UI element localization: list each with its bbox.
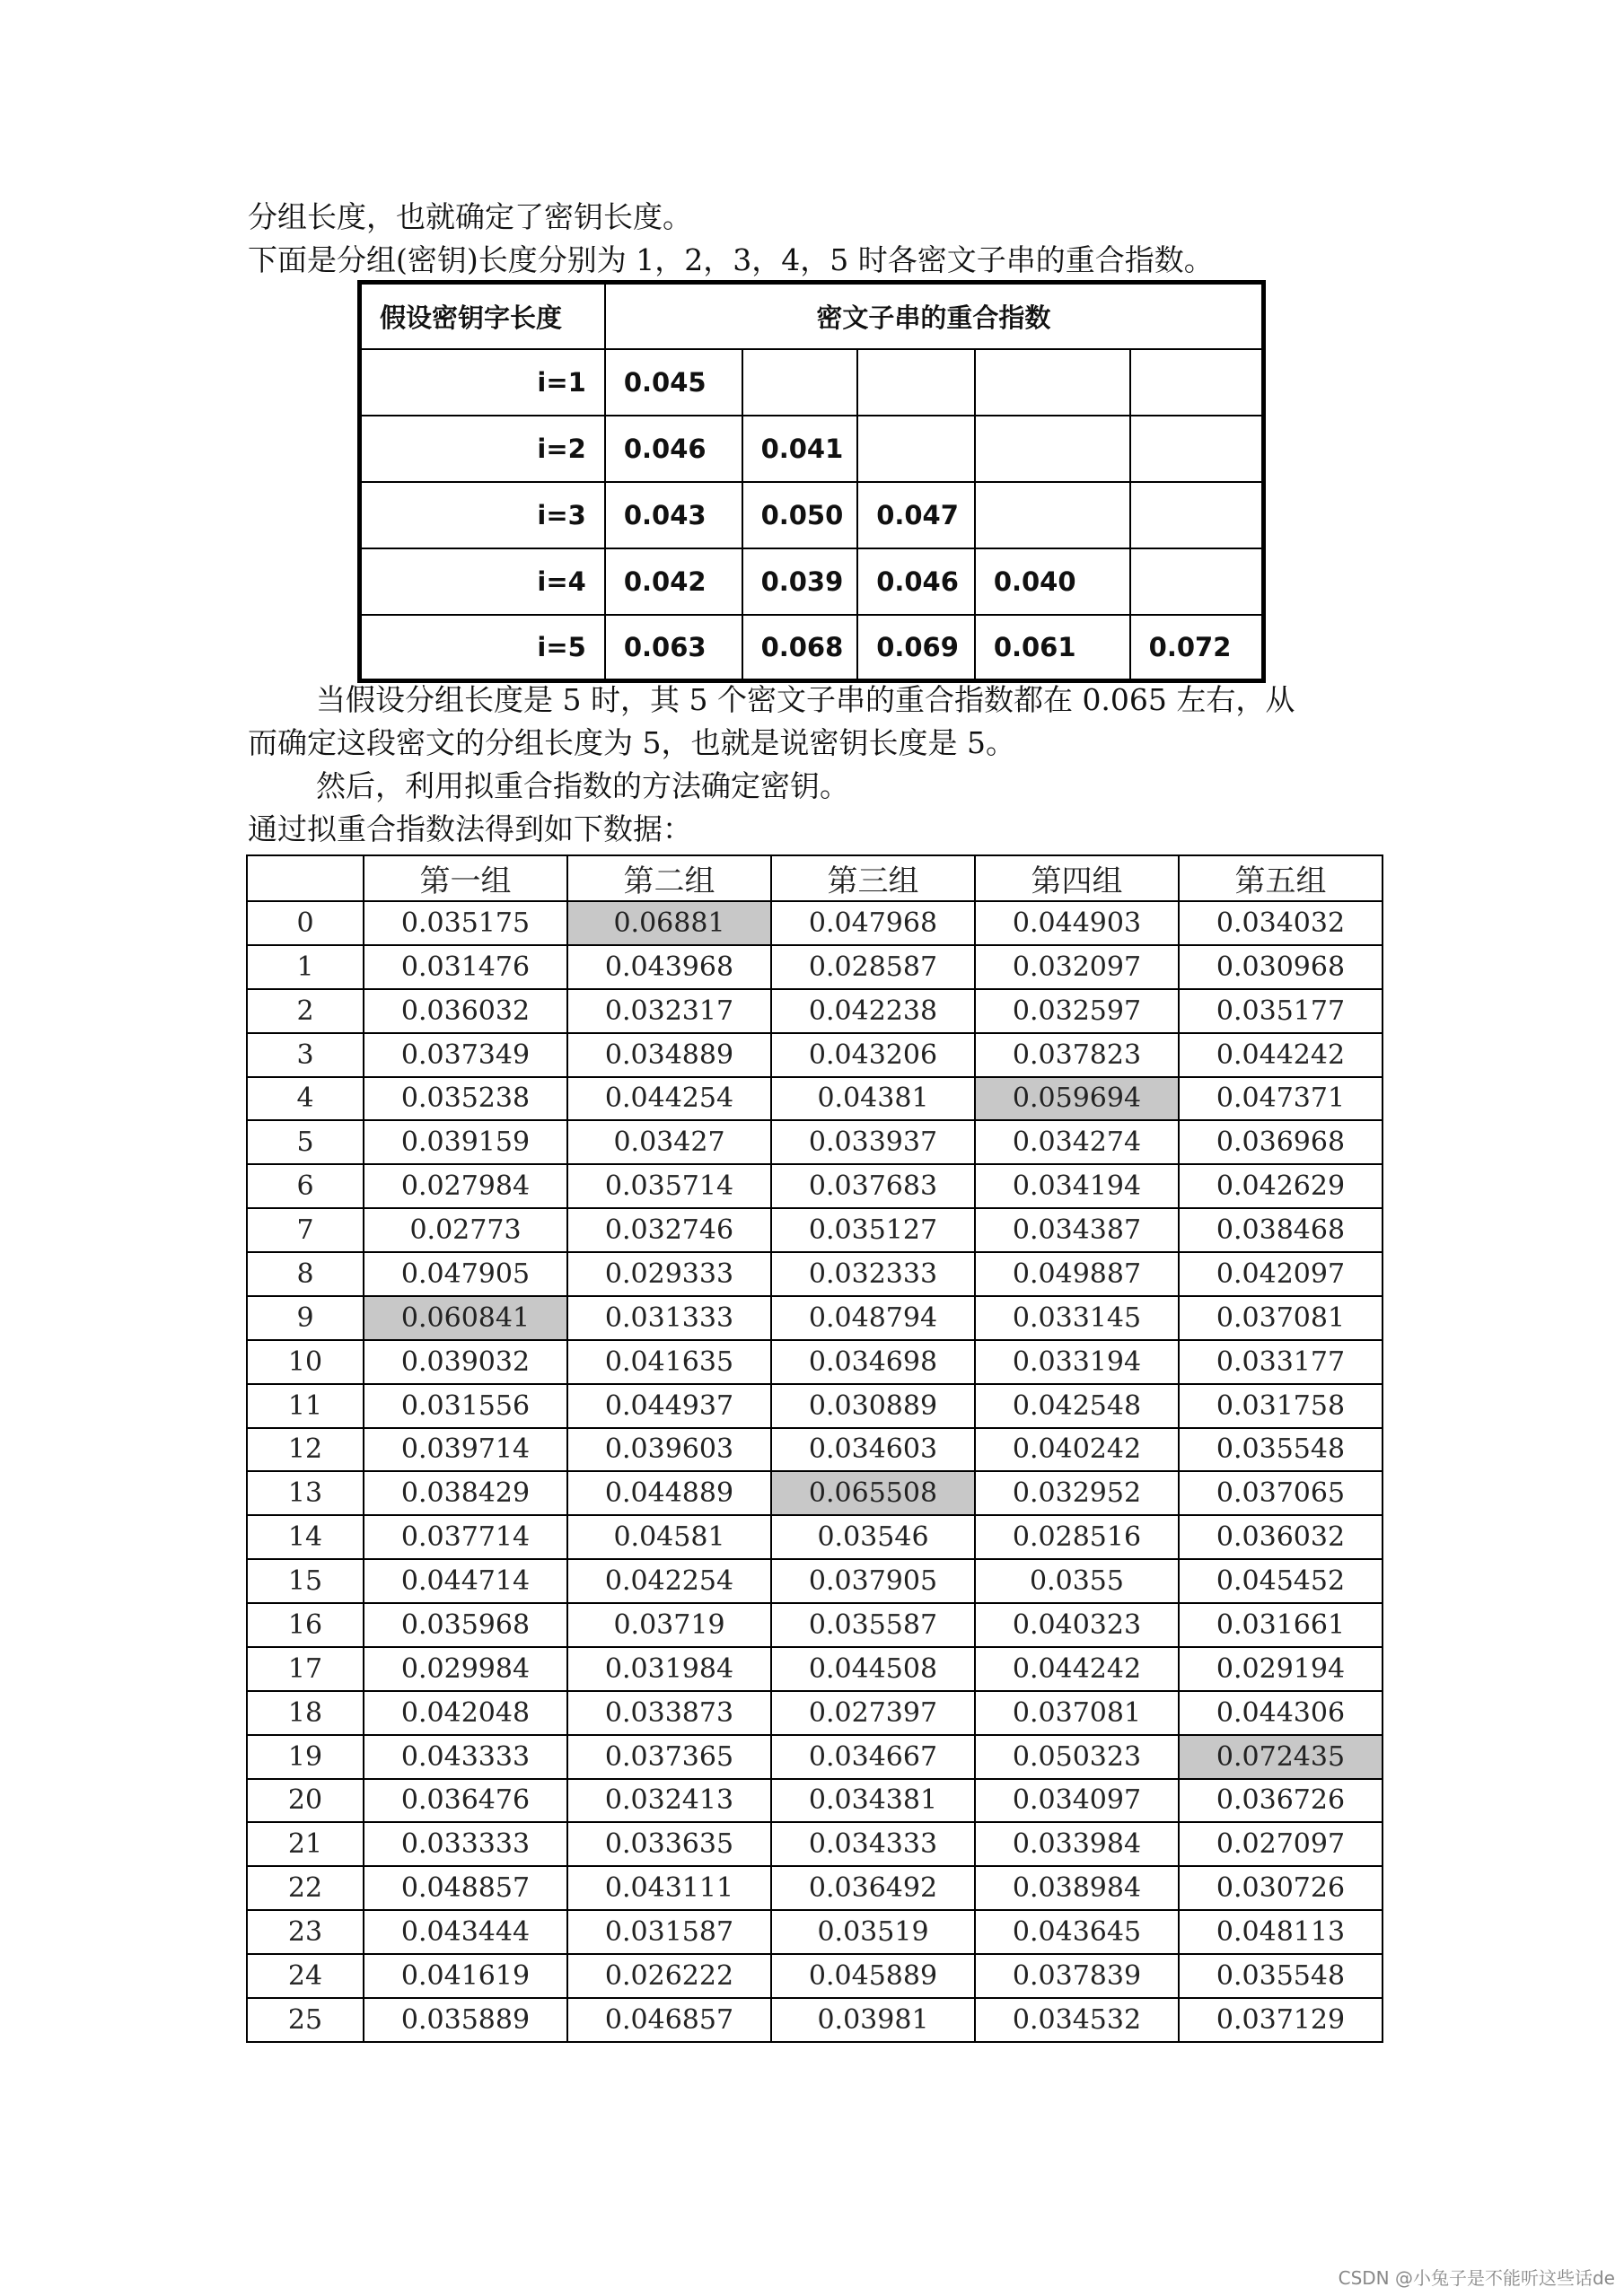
mic-value-cell: 0.044242	[1179, 1033, 1383, 1077]
mic-value-cell: 0.034194	[975, 1164, 1179, 1208]
mic-value-cell: 0.032746	[567, 1208, 771, 1252]
mic-value-cell: 0.044508	[771, 1647, 975, 1691]
mic-shift-cell: 14	[247, 1515, 364, 1559]
mic-value-cell: 0.044937	[567, 1384, 771, 1428]
mic-value-cell: 0.034698	[771, 1340, 975, 1384]
mic-value-cell: 0.034097	[975, 1779, 1179, 1823]
mic-value-cell: 0.043111	[567, 1866, 771, 1910]
mic-value-cell: 0.029194	[1179, 1647, 1383, 1691]
mic-value-cell: 0.032097	[975, 945, 1179, 989]
mic-value-cell: 0.032317	[567, 989, 771, 1033]
mic-shift-cell: 8	[247, 1252, 364, 1296]
mic-value-cell: 0.034333	[771, 1822, 975, 1866]
mic-value-cell: 0.039159	[364, 1120, 567, 1164]
mic-row	[247, 1208, 1383, 1252]
mic-value-cell: 0.035548	[1179, 1428, 1383, 1472]
mic-value-cell: 0.043206	[771, 1033, 975, 1077]
mic-value-cell: 0.039032	[364, 1340, 567, 1384]
mic-shift-cell: 13	[247, 1471, 364, 1515]
mic-header-group: 第一组	[364, 855, 567, 901]
mic-row	[247, 1471, 1383, 1515]
mic-value-cell: 0.043333	[364, 1735, 567, 1779]
ic-value-cell: 0.041	[742, 416, 858, 482]
mic-shift-cell: 20	[247, 1779, 364, 1823]
mic-row	[247, 1033, 1383, 1077]
ic-value-cell: 0.045	[605, 349, 742, 416]
mic-row	[247, 1252, 1383, 1296]
mic-value-cell: 0.028587	[771, 945, 975, 989]
mic-value-cell: 0.031661	[1179, 1603, 1383, 1647]
ic-value-cell	[1130, 416, 1264, 482]
mic-row	[247, 1866, 1383, 1910]
mic-value-cell: 0.036032	[364, 989, 567, 1033]
mic-value-cell: 0.04581	[567, 1515, 771, 1559]
mic-shift-cell: 2	[247, 989, 364, 1033]
mic-value-cell: 0.037905	[771, 1559, 975, 1603]
mic-shift-cell: 23	[247, 1910, 364, 1954]
mic-value-cell: 0.037839	[975, 1954, 1179, 1998]
mic-row	[247, 1077, 1383, 1121]
ic-table	[357, 280, 1266, 683]
mic-header-group: 第三组	[771, 855, 975, 901]
mic-shift-cell: 7	[247, 1208, 364, 1252]
mic-value-cell: 0.036032	[1179, 1515, 1383, 1559]
mic-value-cell: 0.034387	[975, 1208, 1179, 1252]
ic-row	[360, 482, 1264, 548]
mic-value-cell: 0.03519	[771, 1910, 975, 1954]
mic-shift-cell: 12	[247, 1428, 364, 1472]
mic-shift-cell: 5	[247, 1120, 364, 1164]
mic-value-cell: 0.04381	[771, 1077, 975, 1121]
mic-value-cell: 0.047371	[1179, 1077, 1383, 1121]
ic-value-cell: 0.072	[1130, 615, 1264, 681]
mic-row	[247, 1735, 1383, 1779]
mic-row	[247, 1559, 1383, 1603]
mic-value-cell: 0.02773	[364, 1208, 567, 1252]
mic-value-cell: 0.059694	[975, 1077, 1179, 1121]
mic-row	[247, 1296, 1383, 1340]
mic-shift-cell: 0	[247, 901, 364, 945]
mic-table	[246, 854, 1383, 2043]
paragraph-mic-caption: 通过拟重合指数法得到如下数据：	[248, 811, 692, 846]
mic-value-cell: 0.037081	[975, 1691, 1179, 1735]
mic-shift-cell: 9	[247, 1296, 364, 1340]
mic-value-cell: 0.043968	[567, 945, 771, 989]
ic-row-label: i=1	[360, 349, 605, 416]
mic-value-cell: 0.047968	[771, 901, 975, 945]
mic-value-cell: 0.038429	[364, 1471, 567, 1515]
mic-value-cell: 0.03546	[771, 1515, 975, 1559]
mic-value-cell: 0.036476	[364, 1779, 567, 1823]
mic-value-cell: 0.034667	[771, 1735, 975, 1779]
mic-value-cell: 0.049887	[975, 1252, 1179, 1296]
ic-row	[360, 548, 1264, 615]
mic-value-cell: 0.072435	[1179, 1735, 1383, 1779]
ic-value-cell: 0.042	[605, 548, 742, 615]
ic-header-index: 密文子串的重合指数	[605, 283, 1264, 349]
mic-header-shift	[247, 855, 364, 901]
ic-value-cell	[975, 482, 1130, 548]
mic-row	[247, 1384, 1383, 1428]
ic-row	[360, 615, 1264, 681]
mic-value-cell: 0.037683	[771, 1164, 975, 1208]
mic-shift-cell: 17	[247, 1647, 364, 1691]
mic-row	[247, 1822, 1383, 1866]
mic-value-cell: 0.042048	[364, 1691, 567, 1735]
paragraph-next-step: 然后，利用拟重合指数的方法确定密钥。	[316, 768, 849, 803]
mic-value-cell: 0.033984	[975, 1822, 1179, 1866]
mic-value-cell: 0.034532	[975, 1998, 1179, 2042]
mic-value-cell: 0.032333	[771, 1252, 975, 1296]
ic-row	[360, 416, 1264, 482]
mic-value-cell: 0.03719	[567, 1603, 771, 1647]
mic-value-cell: 0.035177	[1179, 989, 1383, 1033]
mic-value-cell: 0.044889	[567, 1471, 771, 1515]
ic-value-cell	[1130, 548, 1264, 615]
mic-value-cell: 0.03981	[771, 1998, 975, 2042]
mic-row	[247, 1954, 1383, 1998]
mic-value-cell: 0.044254	[567, 1077, 771, 1121]
mic-value-cell: 0.043444	[364, 1910, 567, 1954]
mic-header-group: 第五组	[1179, 855, 1383, 901]
ic-value-cell: 0.040	[975, 548, 1130, 615]
mic-value-cell: 0.036492	[771, 1866, 975, 1910]
mic-value-cell: 0.060841	[364, 1296, 567, 1340]
mic-shift-cell: 22	[247, 1866, 364, 1910]
mic-value-cell: 0.037349	[364, 1033, 567, 1077]
ic-value-cell: 0.050	[742, 482, 858, 548]
mic-shift-cell: 25	[247, 1998, 364, 2042]
mic-value-cell: 0.044242	[975, 1647, 1179, 1691]
mic-value-cell: 0.050323	[975, 1735, 1179, 1779]
mic-value-cell: 0.048794	[771, 1296, 975, 1340]
mic-value-cell: 0.033635	[567, 1822, 771, 1866]
mic-value-cell: 0.032413	[567, 1779, 771, 1823]
mic-value-cell: 0.035587	[771, 1603, 975, 1647]
mic-row	[247, 989, 1383, 1033]
mic-header-group: 第二组	[567, 855, 771, 901]
mic-row	[247, 1779, 1383, 1823]
ic-value-cell	[1130, 482, 1264, 548]
mic-value-cell: 0.029984	[364, 1647, 567, 1691]
mic-row	[247, 1120, 1383, 1164]
mic-value-cell: 0.065508	[771, 1471, 975, 1515]
mic-value-cell: 0.039714	[364, 1428, 567, 1472]
ic-value-cell: 0.047	[857, 482, 975, 548]
mic-value-cell: 0.045452	[1179, 1559, 1383, 1603]
mic-row	[247, 1910, 1383, 1954]
mic-row	[247, 1647, 1383, 1691]
mic-value-cell: 0.027984	[364, 1164, 567, 1208]
ic-value-cell: 0.039	[742, 548, 858, 615]
mic-value-cell: 0.033194	[975, 1340, 1179, 1384]
mic-value-cell: 0.031476	[364, 945, 567, 989]
ic-value-cell	[742, 349, 858, 416]
mic-value-cell: 0.041635	[567, 1340, 771, 1384]
mic-value-cell: 0.035968	[364, 1603, 567, 1647]
mic-value-cell: 0.046857	[567, 1998, 771, 2042]
mic-row	[247, 1998, 1383, 2042]
mic-value-cell: 0.035175	[364, 901, 567, 945]
ic-value-cell	[857, 416, 975, 482]
ic-row-label: i=2	[360, 416, 605, 482]
mic-value-cell: 0.041619	[364, 1954, 567, 1998]
mic-value-cell: 0.040242	[975, 1428, 1179, 1472]
ic-value-cell: 0.046	[857, 548, 975, 615]
mic-value-cell: 0.031556	[364, 1384, 567, 1428]
mic-value-cell: 0.042548	[975, 1384, 1179, 1428]
mic-value-cell: 0.028516	[975, 1515, 1179, 1559]
mic-value-cell: 0.031587	[567, 1910, 771, 1954]
mic-shift-cell: 10	[247, 1340, 364, 1384]
mic-value-cell: 0.037065	[1179, 1471, 1383, 1515]
mic-value-cell: 0.035238	[364, 1077, 567, 1121]
ic-value-cell: 0.046	[605, 416, 742, 482]
mic-value-cell: 0.033177	[1179, 1340, 1383, 1384]
mic-value-cell: 0.034889	[567, 1033, 771, 1077]
mic-value-cell: 0.044306	[1179, 1691, 1383, 1735]
watermark: CSDN @小兔子是不能听这些话de	[1338, 2267, 1615, 2289]
mic-value-cell: 0.036968	[1179, 1120, 1383, 1164]
mic-shift-cell: 3	[247, 1033, 364, 1077]
mic-row	[247, 1164, 1383, 1208]
ic-value-cell	[975, 416, 1130, 482]
mic-shift-cell: 16	[247, 1603, 364, 1647]
mic-value-cell: 0.032597	[975, 989, 1179, 1033]
mic-value-cell: 0.031758	[1179, 1384, 1383, 1428]
mic-row	[247, 945, 1383, 989]
ic-value-cell	[975, 349, 1130, 416]
mic-shift-cell: 24	[247, 1954, 364, 1998]
mic-value-cell: 0.027097	[1179, 1822, 1383, 1866]
mic-value-cell: 0.033145	[975, 1296, 1179, 1340]
mic-value-cell: 0.035127	[771, 1208, 975, 1252]
mic-value-cell: 0.034274	[975, 1120, 1179, 1164]
paragraph-conclusion-2: 而确定这段密文的分组长度为 5，也就是说密钥长度是 5。	[248, 725, 1015, 760]
ic-row-label: i=3	[360, 482, 605, 548]
mic-value-cell: 0.042238	[771, 989, 975, 1033]
mic-value-cell: 0.044903	[975, 901, 1179, 945]
mic-value-cell: 0.040323	[975, 1603, 1179, 1647]
paragraph-conclusion-1: 当假设分组长度是 5 时，其 5 个密文子串的重合指数都在 0.065 左右，从	[316, 682, 1295, 717]
mic-shift-cell: 19	[247, 1735, 364, 1779]
mic-shift-cell: 4	[247, 1077, 364, 1121]
mic-value-cell: 0.039603	[567, 1428, 771, 1472]
mic-row	[247, 901, 1383, 945]
mic-value-cell: 0.0355	[975, 1559, 1179, 1603]
mic-value-cell: 0.042097	[1179, 1252, 1383, 1296]
ic-value-cell	[1130, 349, 1264, 416]
mic-value-cell: 0.033873	[567, 1691, 771, 1735]
mic-value-cell: 0.043645	[975, 1910, 1179, 1954]
mic-shift-cell: 21	[247, 1822, 364, 1866]
mic-value-cell: 0.037129	[1179, 1998, 1383, 2042]
mic-value-cell: 0.031984	[567, 1647, 771, 1691]
mic-row	[247, 1603, 1383, 1647]
mic-value-cell: 0.044714	[364, 1559, 567, 1603]
mic-value-cell: 0.037823	[975, 1033, 1179, 1077]
mic-value-cell: 0.038468	[1179, 1208, 1383, 1252]
mic-shift-cell: 18	[247, 1691, 364, 1735]
mic-value-cell: 0.035548	[1179, 1954, 1383, 1998]
mic-value-cell: 0.03427	[567, 1120, 771, 1164]
paragraph-intro: 分组长度，也就确定了密钥长度。	[248, 199, 692, 234]
ic-row-label: i=5	[360, 615, 605, 681]
mic-value-cell: 0.045889	[771, 1954, 975, 1998]
mic-value-cell: 0.037714	[364, 1515, 567, 1559]
mic-value-cell: 0.037081	[1179, 1296, 1383, 1340]
mic-value-cell: 0.030889	[771, 1384, 975, 1428]
mic-value-cell: 0.030968	[1179, 945, 1383, 989]
ic-value-cell	[857, 349, 975, 416]
mic-row	[247, 1340, 1383, 1384]
mic-value-cell: 0.034032	[1179, 901, 1383, 945]
ic-row-label: i=4	[360, 548, 605, 615]
mic-value-cell: 0.029333	[567, 1252, 771, 1296]
mic-header-group: 第四组	[975, 855, 1179, 901]
mic-value-cell: 0.035714	[567, 1164, 771, 1208]
mic-value-cell: 0.042254	[567, 1559, 771, 1603]
mic-value-cell: 0.033937	[771, 1120, 975, 1164]
mic-value-cell: 0.026222	[567, 1954, 771, 1998]
ic-value-cell: 0.069	[857, 615, 975, 681]
mic-shift-cell: 11	[247, 1384, 364, 1428]
mic-value-cell: 0.033333	[364, 1822, 567, 1866]
mic-value-cell: 0.048857	[364, 1866, 567, 1910]
ic-header-key-length: 假设密钥字长度	[360, 283, 605, 349]
mic-row	[247, 1428, 1383, 1472]
mic-value-cell: 0.031333	[567, 1296, 771, 1340]
mic-value-cell: 0.036726	[1179, 1779, 1383, 1823]
mic-value-cell: 0.034603	[771, 1428, 975, 1472]
mic-value-cell: 0.034381	[771, 1779, 975, 1823]
mic-shift-cell: 15	[247, 1559, 364, 1603]
mic-value-cell: 0.032952	[975, 1471, 1179, 1515]
ic-value-cell: 0.068	[742, 615, 858, 681]
mic-row	[247, 1515, 1383, 1559]
ic-value-cell: 0.061	[975, 615, 1130, 681]
mic-value-cell: 0.038984	[975, 1866, 1179, 1910]
mic-value-cell: 0.047905	[364, 1252, 567, 1296]
mic-value-cell: 0.030726	[1179, 1866, 1383, 1910]
mic-value-cell: 0.035889	[364, 1998, 567, 2042]
mic-shift-cell: 6	[247, 1164, 364, 1208]
mic-row	[247, 1691, 1383, 1735]
mic-shift-cell: 1	[247, 945, 364, 989]
mic-value-cell: 0.042629	[1179, 1164, 1383, 1208]
ic-row	[360, 349, 1264, 416]
mic-value-cell: 0.027397	[771, 1691, 975, 1735]
paragraph-table-caption: 下面是分组(密钥)长度分别为 1，2，3，4，5 时各密文子串的重合指数。	[248, 242, 1214, 277]
mic-value-cell: 0.048113	[1179, 1910, 1383, 1954]
mic-value-cell: 0.037365	[567, 1735, 771, 1779]
ic-value-cell: 0.063	[605, 615, 742, 681]
ic-value-cell: 0.043	[605, 482, 742, 548]
mic-value-cell: 0.06881	[567, 901, 771, 945]
